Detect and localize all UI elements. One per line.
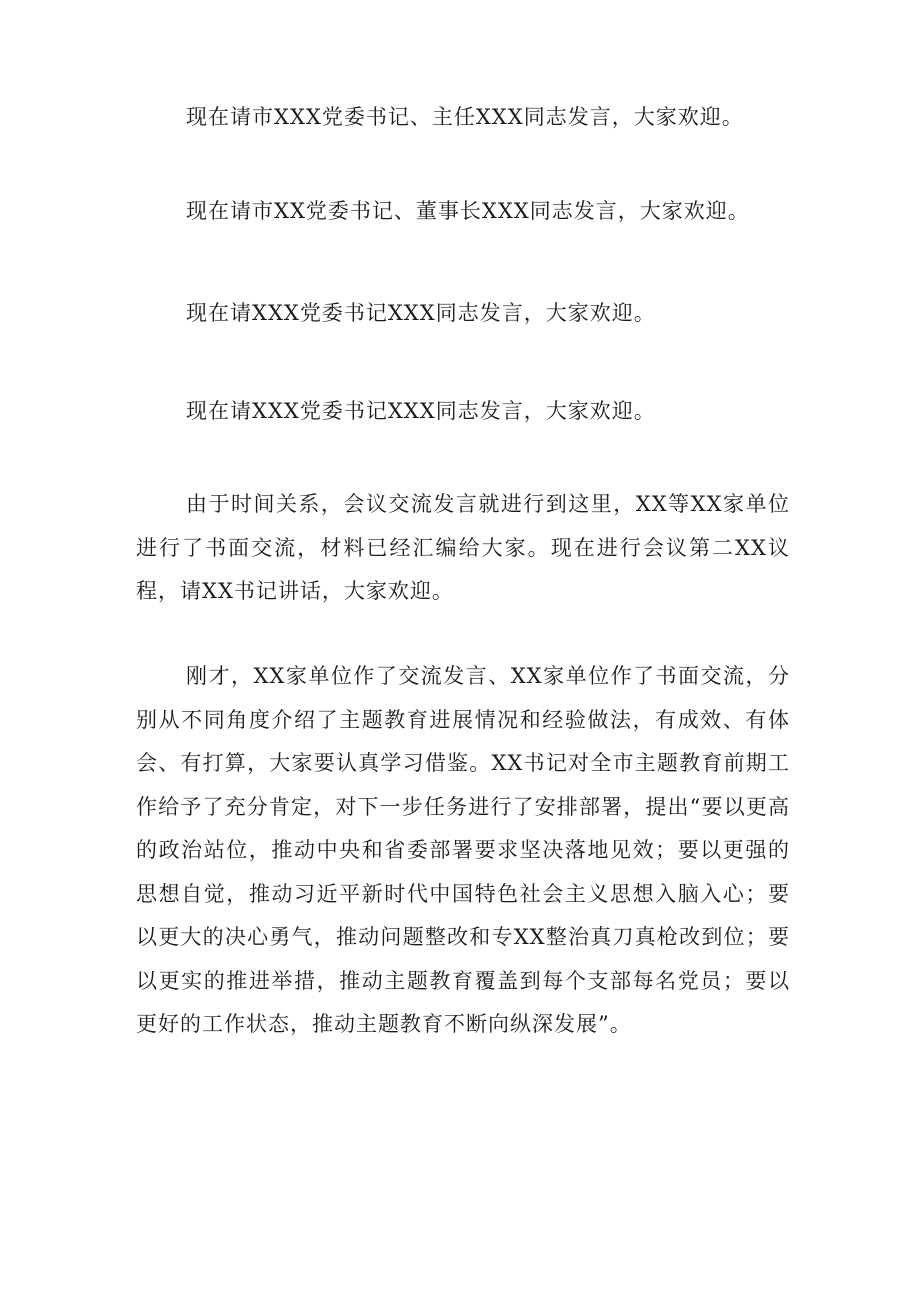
paragraph-speaker-4: 现在请XXX党委书记XXX同志发言，大家欢迎。 [186, 399, 656, 423]
paragraph-transition: 由于时间关系，会议交流发言就进行到这里，XX等XX家单位进行了书面交流，材料已经汇编给大家。现在进行会议第二XX议程，请XX书记讲话，大家欢迎。 [136, 492, 790, 603]
paragraph-summary: 刚才，XX家单位作了交流发言、XX家单位作了书面交流，分别从不同角度介绍了主题教育进展情况和经验做法，有成效、有体会、有打算，大家要认真学习借鉴。XX书记对全市主题教育前期工作给予了充分肯定，对下一步任务进行了安排部署，提出“要以更高的政治站位，推动中央和省委部署要求坚决落地见效；要以更强的思想自觉，推动习近平新时代中国特色社会主义思想入脑入心；要以更大的决心勇气，推动问题整改和专XX整治真刀真枪改到位；要以更实的推进举措，推动主题教育覆盖到每个支部每名党员；要以更好的工作状态，推动主题教育不断向纵深发展”。 [136, 664, 790, 1036]
paragraph-speaker-2: 现在请市XX党委书记、董事长XXX同志发言，大家欢迎。 [186, 199, 750, 223]
paragraph-speaker-1: 现在请市XXX党委书记、主任XXX同志发言，大家欢迎。 [186, 105, 744, 129]
paragraph-speaker-3: 现在请XXX党委书记XXX同志发言，大家欢迎。 [186, 301, 656, 325]
